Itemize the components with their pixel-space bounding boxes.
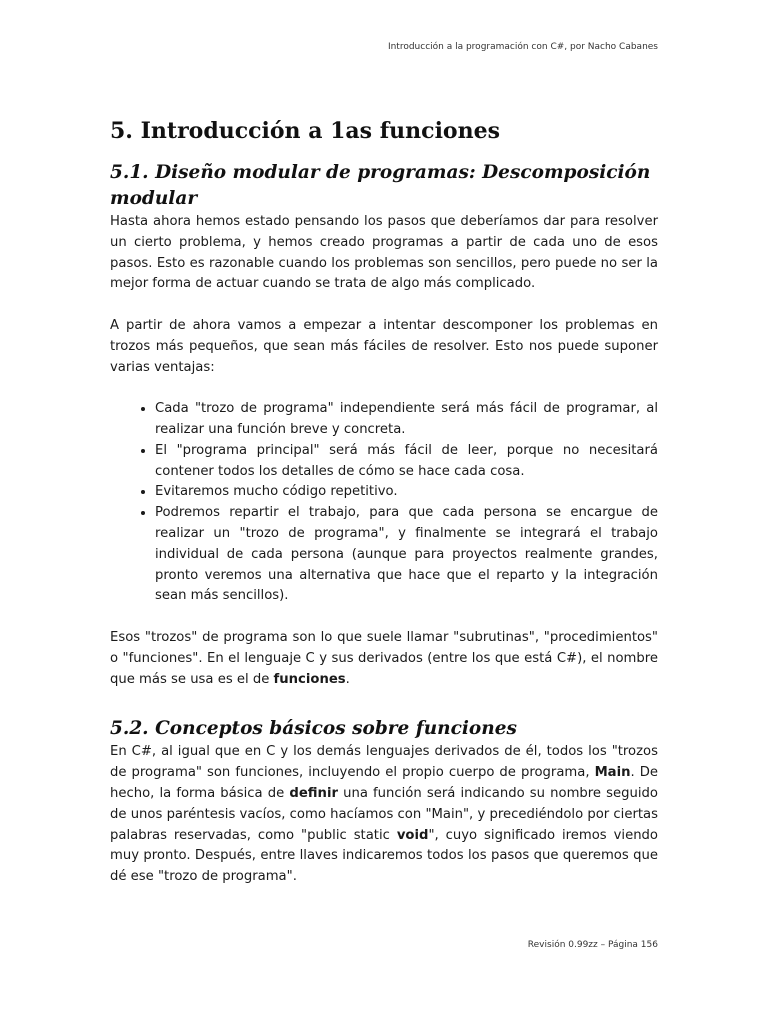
text-segment: ", cuyo significado iremos viendo muy pronto. Después, entre llaves indicaremos todos los pasos que queremos que dé ese "trozo de programa". xyxy=(110,827,658,885)
bold-term-funciones: funciones xyxy=(273,671,346,687)
section-1-paragraph-1: Hasta ahora hemos estado pensando los pasos que deberíamos dar para resolver un cierto problema, y hemos creado programas a partir de cada uno de esos pasos. Esto es razonable cuando los problemas son sencillos, pero puede no ser la mejor forma de actuar cuando se trata de algo más complicado. xyxy=(110,214,658,292)
text-segment: . De hecho, la forma básica de xyxy=(110,765,658,801)
section-1-paragraph-3 xyxy=(110,628,658,690)
section-2-title: 5.2. Conceptos básicos sobre funciones xyxy=(110,718,517,740)
paragraph-gap xyxy=(110,607,658,628)
list-item: • Cada "trozo de programa" independiente será más fácil de programar, al realizar una función breve y concreta. xyxy=(155,399,658,441)
text-segment: . xyxy=(345,671,350,687)
list-item: • Evitaremos mucho código repetitivo. xyxy=(155,482,658,503)
page-footer: Revisión 0.99zz – Página 156 xyxy=(527,940,658,950)
chapter-title: 5. Introducción a 1as funciones xyxy=(110,118,500,144)
list-item: • Podremos repartir el trabajo, para que cada persona se encargue de realizar un "trozo de programa", y finalmente se integrará el trabajo individual de cada persona (aunque para proyectos realmente grandes, pronto veremos una alternativa que hace que el reparto y la integración sean más sencillos). xyxy=(155,503,658,607)
text-segment: Esos "trozos" de programa son lo que suele llamar "subrutinas", "procedimientos" o "funciones". En el lenguaje C y sus derivados (entre los que está C#), el nombre que más se usa es el de xyxy=(110,629,658,687)
text-segment: En C#, al igual que en C y los demás lenguajes derivados de él, todos los "trozos de programa" son funciones, incluyendo el propio cuerpo de programa, xyxy=(110,744,658,781)
section-1-paragraph-2: A partir de ahora vamos a empezar a intentar descomponer los problemas en trozos más pequeños, que sean más fáciles de resolver. Esto nos puede suponer varias ventajas: xyxy=(110,317,658,375)
paragraph-gap xyxy=(110,295,658,316)
bold-term-definir: definir xyxy=(289,785,338,801)
list-item: • El "programa principal" será más fácil de leer, porque no necesitará contener todos los detalles de cómo se hace cada cosa. xyxy=(155,441,658,483)
bold-term-void: void xyxy=(396,827,429,843)
paragraph-gap xyxy=(110,378,658,399)
page-content xyxy=(110,116,658,888)
text-segment: una función será indicando su nombre seguido de unos paréntesis vacíos, como hacíamos con "Main", y precediéndolo por ciertas palabras reservadas, como "public static xyxy=(110,785,658,843)
section-2-paragraph-1 xyxy=(110,742,658,888)
section-1-title: 5.1. Diseño modular de programas: Descomposición modular xyxy=(110,162,651,209)
bold-term-main: Main xyxy=(594,765,631,781)
advantages-list xyxy=(110,399,658,607)
running-header: Introducción a la programación con C#, por Nacho Cabanes xyxy=(387,42,658,52)
